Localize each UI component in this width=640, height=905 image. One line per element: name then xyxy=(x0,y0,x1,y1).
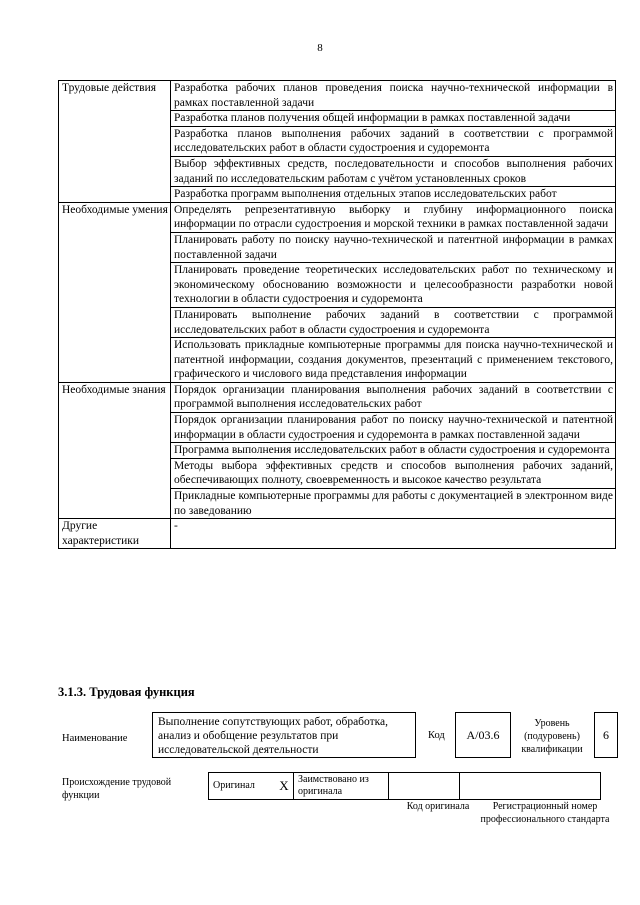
row-item: Планировать выполнение рабочих заданий в соответствии с программой исследовательских работ в области судостроения и судоремонта xyxy=(171,307,616,337)
table-row xyxy=(59,202,616,232)
row-item: Порядок организации планирования выполнения рабочих заданий в соответствии с программой выполнения исследовательских работ xyxy=(171,382,616,412)
table-row xyxy=(59,519,616,549)
page-number: 8 xyxy=(317,42,323,54)
origin-label: Происхождение трудовой функции xyxy=(62,777,172,801)
row-category: Другие характеристики xyxy=(59,519,171,549)
row-item: Методы выбора эффективных средств и способов выполнения рабочих заданий, обеспечивающих полноту, своевременность и высокое качество результата xyxy=(171,458,616,488)
row-item: Разработка планов получения общей информации в рамках поставленной задачи xyxy=(171,111,616,127)
row-item: Разработка рабочих планов проведения поиска научно-технической информации в рамках поставленной задачи xyxy=(171,81,616,111)
labor-actions-table xyxy=(58,80,616,549)
section-title: 3.1.3. Трудовая функция xyxy=(58,685,195,699)
row-item: Разработка планов выполнения рабочих заданий в соответствии с программой исследовательских работ в области судостроения и судоремонта xyxy=(171,126,616,156)
borrowed-label: Заимствовано из оригинала xyxy=(298,774,369,797)
borrowed-cell xyxy=(294,773,389,800)
original-label: Оригинал xyxy=(213,780,255,791)
row-item: Прикладные компьютерные программы для работы с документацией в электронном виде по заведованию xyxy=(171,489,616,519)
row-item: - xyxy=(171,519,616,549)
row-item: Использовать прикладные компьютерные программы для поиска научно-технической и патентной информации, создания документов, презентаций с применением текстового, графического и числового вида представления информации xyxy=(171,338,616,383)
origin-code-cell xyxy=(389,773,460,800)
row-item: Выбор эффективных средств, последовательности и способов выполнения рабочих заданий по исследовательским работам с учётом установленных сроков xyxy=(171,156,616,186)
function-name-field: Выполнение сопутствующих работ, обработка, анализ и обобщение результатов при исследовательской деятельности xyxy=(152,712,416,758)
origin-table xyxy=(208,772,601,800)
row-item: Планировать работу по поиску научно-технической и патентной информации в рамках поставленной задачи xyxy=(171,232,616,262)
row-item: Программа выполнения исследовательских работ в области судостроения и судоремонта xyxy=(171,443,616,459)
reg-number-cell xyxy=(460,773,601,800)
origin-code-caption: Код оригинала xyxy=(406,801,470,812)
row-item: Планировать проведение теоретических исследовательских работ по техническому и экономическому обоснованию возможности и целесообразности разработки новой технологии в области судостроения и судоремонта xyxy=(171,263,616,308)
row-item: Порядок организации планирования работ по поиску научно-технической и патентной информации в области судостроения и судоремонта в рамках поставленной задачи xyxy=(171,413,616,443)
qualification-level-label: Уровень (подуровень) квалификации xyxy=(521,718,583,755)
table-row xyxy=(59,382,616,412)
row-category: Трудовые действия xyxy=(59,81,171,203)
row-category: Необходимые умения xyxy=(59,202,171,382)
row-category: Необходимые знания xyxy=(59,382,171,518)
code-label: Код xyxy=(428,730,445,741)
table-row xyxy=(59,81,616,111)
qualification-level-field: 6 xyxy=(594,712,618,758)
original-label-cell xyxy=(209,773,276,800)
original-mark: X xyxy=(279,778,289,793)
function-code-field: A/03.6 xyxy=(455,712,511,758)
row-item: Разработка программ выполнения отдельных этапов исследовательских работ xyxy=(171,187,616,203)
original-mark-cell xyxy=(275,773,294,800)
reg-number-caption: Регистрационный номер профессионального стандарта xyxy=(480,801,610,825)
row-item: Определять репрезентативную выборку и глубину информационного поиска информации по отрасли судостроения и морской техники в рамках поставленной задачи xyxy=(171,202,616,232)
name-label: Наименование xyxy=(62,733,128,744)
